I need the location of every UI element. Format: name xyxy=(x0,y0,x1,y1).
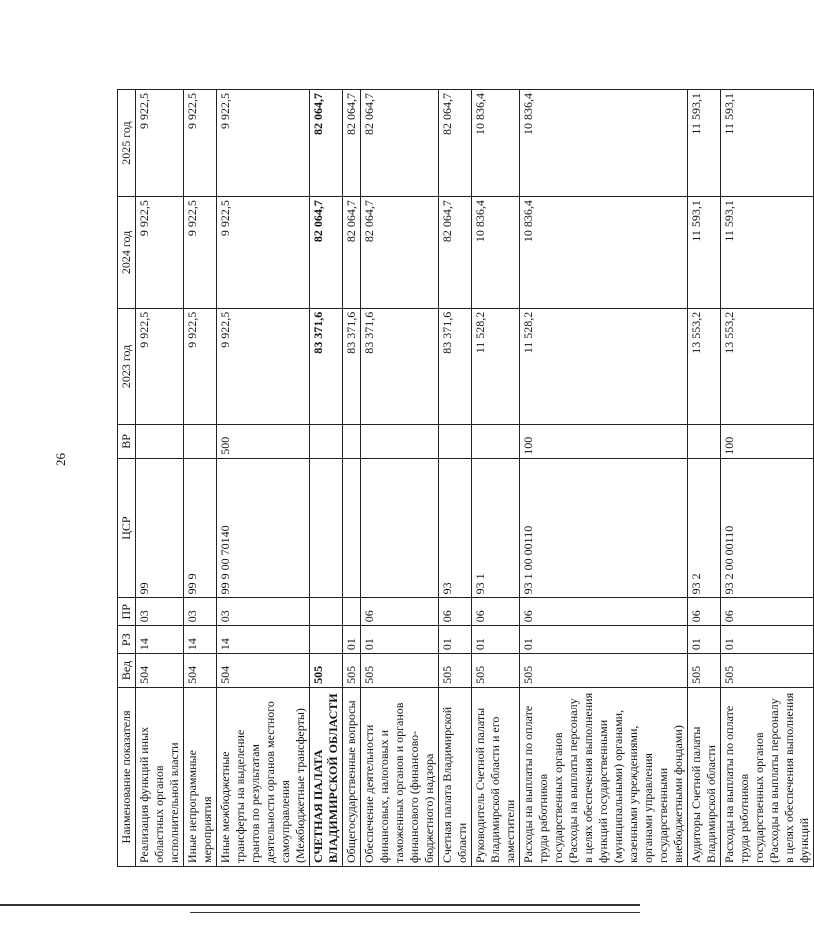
cell-vr xyxy=(361,425,439,459)
cell-rz: 01 xyxy=(721,626,814,654)
cell-name: Обеспечение деятельности финансовых, налоговых и таможенных органов и органов финансового (финансово-бюджетного) надзора xyxy=(361,687,439,866)
cell-rz: 01 xyxy=(520,626,688,654)
table-body xyxy=(136,90,814,867)
cell-csr: 93 2 xyxy=(688,458,721,598)
cell-2023: 83 371,6 xyxy=(310,308,343,424)
cell-name: Иные непрограммные мероприятия xyxy=(184,687,217,866)
cell-vr xyxy=(472,425,520,459)
cell-2025: 9 922,5 xyxy=(136,90,184,197)
cell-name: Расходы на выплаты по оплате труда работников государственных органов (Расходы на выплаты персоналу в целях обеспечения выполнения функций xyxy=(721,687,814,866)
table-row xyxy=(184,90,217,867)
cell-vr xyxy=(184,425,217,459)
cell-2024: 9 922,5 xyxy=(184,197,217,309)
table-row xyxy=(361,90,439,867)
cell-2024: 10 836,4 xyxy=(472,197,520,309)
cell-ved: 505 xyxy=(520,654,688,688)
cell-name: Реализация функций иных областных органов исполнительной власти xyxy=(136,687,184,866)
column-header: РЗ xyxy=(118,626,136,654)
cell-name: Руководитель Счетной палаты Владимирской области и его заместители xyxy=(472,687,520,866)
scan-edge-line xyxy=(0,904,640,906)
cell-rz: 01 xyxy=(343,626,361,654)
cell-2025: 11 593,1 xyxy=(721,90,814,197)
cell-csr: 93 xyxy=(439,458,472,598)
cell-2024: 9 922,5 xyxy=(217,197,310,309)
cell-csr xyxy=(343,458,361,598)
cell-name: Счетная палата Владимирской области xyxy=(439,687,472,866)
page-number: 26 xyxy=(53,453,68,466)
cell-pr xyxy=(310,598,343,626)
budget-table xyxy=(117,89,814,867)
cell-pr: 06 xyxy=(520,598,688,626)
cell-2024: 82 064,7 xyxy=(439,197,472,309)
cell-2025: 10 836,4 xyxy=(472,90,520,197)
cell-csr: 93 1 00 00110 xyxy=(520,458,688,598)
cell-rz: 01 xyxy=(361,626,439,654)
cell-name: СЧЕТНАЯ ПАЛАТА ВЛАДИМИРСКОЙ ОБЛАСТИ xyxy=(310,687,343,866)
cell-vr xyxy=(310,425,343,459)
cell-ved: 505 xyxy=(439,654,472,688)
cell-2023: 11 528,2 xyxy=(472,308,520,424)
cell-name: Иные межбюджетные трансферты на выделение грантов по результатам деятельности органов местного самоуправления (Межбюджетные трансферты) xyxy=(217,687,310,866)
cell-2024: 82 064,7 xyxy=(343,197,361,309)
cell-2025: 82 064,7 xyxy=(439,90,472,197)
cell-ved: 505 xyxy=(361,654,439,688)
cell-ved: 505 xyxy=(472,654,520,688)
cell-2023: 9 922,5 xyxy=(136,308,184,424)
cell-2024: 11 593,1 xyxy=(721,197,814,309)
cell-vr xyxy=(343,425,361,459)
cell-pr xyxy=(343,598,361,626)
cell-vr xyxy=(688,425,721,459)
cell-2023: 83 371,6 xyxy=(343,308,361,424)
cell-rz: 14 xyxy=(184,626,217,654)
cell-2023: 13 553,2 xyxy=(688,308,721,424)
column-header: Наименование показателя xyxy=(118,687,136,866)
cell-ved: 505 xyxy=(310,654,343,688)
cell-csr: 99 9 00 70140 xyxy=(217,458,310,598)
cell-2023: 83 371,6 xyxy=(439,308,472,424)
cell-pr: 06 xyxy=(688,598,721,626)
cell-ved: 504 xyxy=(136,654,184,688)
table-row xyxy=(439,90,472,867)
cell-rz xyxy=(310,626,343,654)
cell-vr xyxy=(136,425,184,459)
cell-rz: 01 xyxy=(439,626,472,654)
cell-2025: 9 922,5 xyxy=(184,90,217,197)
scan-edge-line xyxy=(190,912,640,913)
cell-ved: 505 xyxy=(688,654,721,688)
cell-name: Аудиторы Счетной палаты Владимирской области xyxy=(688,687,721,866)
cell-pr: 03 xyxy=(217,598,310,626)
cell-ved: 504 xyxy=(184,654,217,688)
cell-rz: 14 xyxy=(217,626,310,654)
cell-2025: 11 593,1 xyxy=(688,90,721,197)
cell-csr xyxy=(361,458,439,598)
table-row xyxy=(520,90,688,867)
budget-table-wrapper xyxy=(117,89,814,867)
cell-vr: 100 xyxy=(721,425,814,459)
cell-vr xyxy=(439,425,472,459)
cell-name: Общегосударственные вопросы xyxy=(343,687,361,866)
cell-2025: 82 064,7 xyxy=(310,90,343,197)
cell-pr: 06 xyxy=(472,598,520,626)
table-row xyxy=(721,90,814,867)
cell-rz: 01 xyxy=(688,626,721,654)
table-row xyxy=(136,90,184,867)
column-header: ВР xyxy=(118,425,136,459)
cell-csr: 99 9 xyxy=(184,458,217,598)
cell-pr: 03 xyxy=(184,598,217,626)
cell-csr xyxy=(310,458,343,598)
column-header: 2023 год xyxy=(118,308,136,424)
column-header: ЦСР xyxy=(118,458,136,598)
cell-csr: 99 xyxy=(136,458,184,598)
table-row xyxy=(472,90,520,867)
column-header: 2025 год xyxy=(118,90,136,197)
table-row xyxy=(688,90,721,867)
cell-pr: 06 xyxy=(721,598,814,626)
cell-ved: 504 xyxy=(217,654,310,688)
cell-pr: 03 xyxy=(136,598,184,626)
table-row xyxy=(217,90,310,867)
cell-pr: 06 xyxy=(439,598,472,626)
cell-ved: 505 xyxy=(343,654,361,688)
cell-2025: 10 836,4 xyxy=(520,90,688,197)
cell-2023: 13 553,2 xyxy=(721,308,814,424)
cell-2023: 11 528,2 xyxy=(520,308,688,424)
cell-2023: 9 922,5 xyxy=(184,308,217,424)
cell-rz: 01 xyxy=(472,626,520,654)
cell-csr: 93 2 00 00110 xyxy=(721,458,814,598)
cell-2025: 82 064,7 xyxy=(361,90,439,197)
table-header-row xyxy=(118,90,136,867)
cell-rz: 14 xyxy=(136,626,184,654)
column-header: Вед xyxy=(118,654,136,688)
cell-2025: 82 064,7 xyxy=(343,90,361,197)
cell-2024: 10 836,4 xyxy=(520,197,688,309)
cell-csr: 93 1 xyxy=(472,458,520,598)
table-row xyxy=(310,90,343,867)
cell-2024: 11 593,1 xyxy=(688,197,721,309)
cell-2024: 9 922,5 xyxy=(136,197,184,309)
cell-vr: 100 xyxy=(520,425,688,459)
cell-vr: 500 xyxy=(217,425,310,459)
column-header: ПР xyxy=(118,598,136,626)
cell-2024: 82 064,7 xyxy=(310,197,343,309)
cell-ved: 505 xyxy=(721,654,814,688)
table-row xyxy=(343,90,361,867)
cell-pr: 06 xyxy=(361,598,439,626)
cell-2025: 9 922,5 xyxy=(217,90,310,197)
cell-2023: 9 922,5 xyxy=(217,308,310,424)
cell-2023: 83 371,6 xyxy=(361,308,439,424)
cell-2024: 82 064,7 xyxy=(361,197,439,309)
cell-name: Расходы на выплаты по оплате труда работников государственных органов (Расходы на выплаты персоналу в целях обеспечения выполнения функций государственными (муниципальными) органами, казенными учреждениями, органами управления государственными внебюджетными фондами) xyxy=(520,687,688,866)
column-header: 2024 год xyxy=(118,197,136,309)
